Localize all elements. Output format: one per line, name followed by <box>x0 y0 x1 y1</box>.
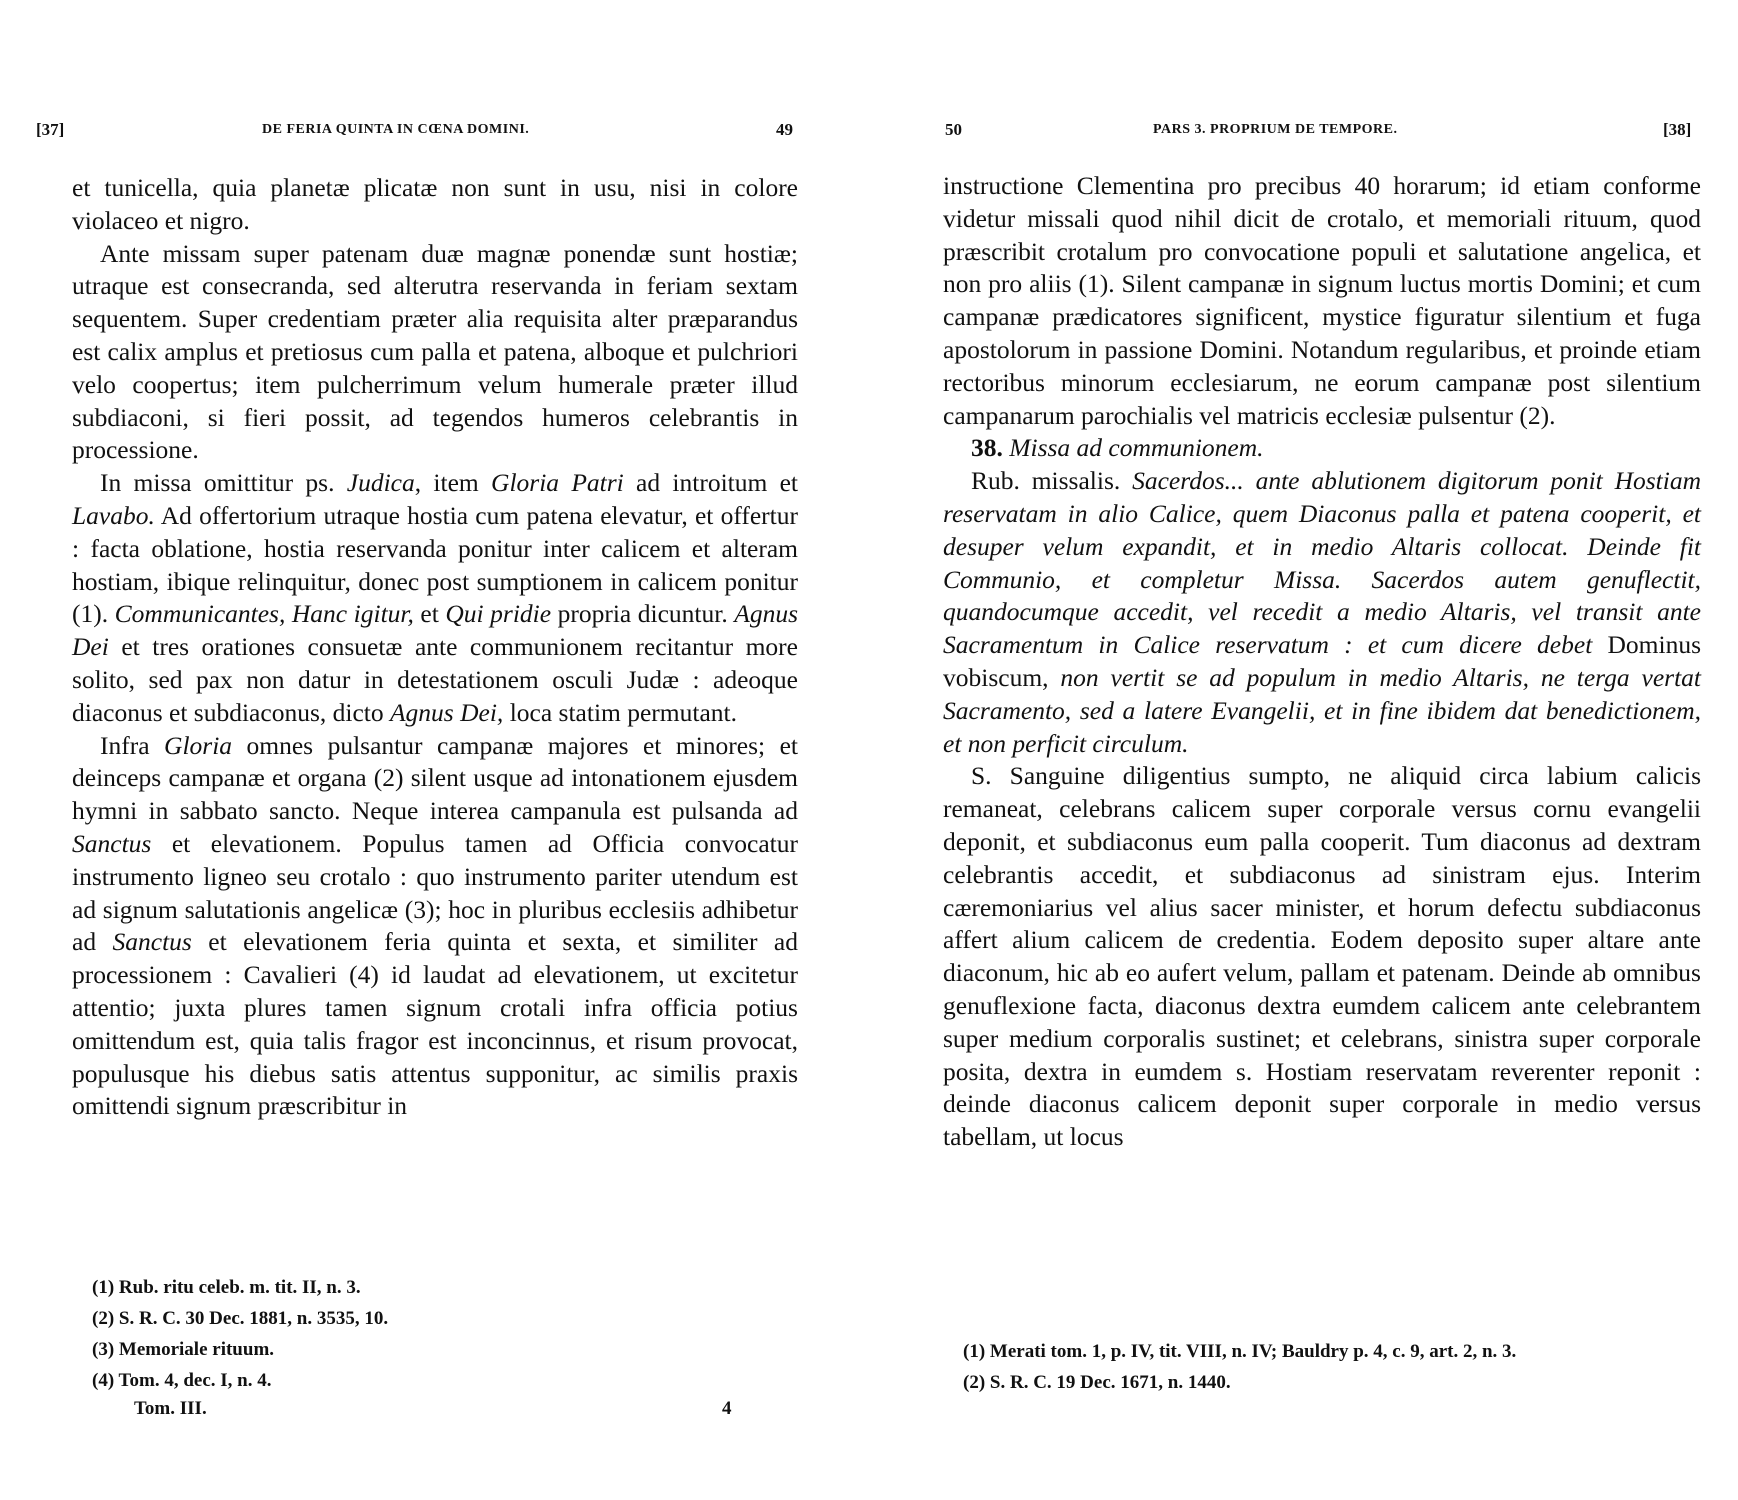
paragraph <box>72 238 798 468</box>
bracket-page-number: [37] <box>36 120 65 139</box>
text-run: Dominus vobiscum, <box>943 630 1701 692</box>
page-number: 50 <box>945 120 962 139</box>
running-title: PARS 3. PROPRIUM DE TEMPORE. <box>1153 122 1398 137</box>
text-run: loca statim permutant. <box>503 697 737 727</box>
italic-text: Missa ad communionem. <box>1009 433 1264 463</box>
italic-text: Lavabo. <box>72 500 155 530</box>
text-run: propria dicuntur. <box>551 599 735 629</box>
text-run: Ad offertorium utraque hostia cum patena elevatur, et offertur : facta oblatione, hostia reservanda ponitur inter calicem et alteram hostiam, ibique relinquitur, donec post sumptionem in calicem ponitur (1). <box>72 500 798 629</box>
text-run: instructione Clementina pro precibus 40 horarum; id etiam conforme videtur missali quod nihil dicit de crotalo, et memoriali rituum, quod præscribit crotalum pro convocatione populi et salutatione angelica, et non pro aliis (1). Silent campanæ in signum luctus mortis Domini; et cum campanæ prædicatores significent, mystice figuratur silentium et fuga apostolorum in passione Domini. Notandum regularibus, et proinde etiam rectoribus minorum ecclesiarum, ne eorum campanæ post silentium campanarum parochialis vel matricis ecclesiæ pulsentur (2). <box>943 171 1701 430</box>
footnote: (2) S. R. C. 19 Dec. 1671, n. 1440. <box>963 1372 1231 1393</box>
text-run: et tunicella, quia planetæ plicatæ non sunt in usu, nisi in colore violaceo et nigro. <box>72 173 798 235</box>
paragraph <box>943 170 1701 432</box>
paragraph <box>943 465 1701 760</box>
text-run: S. Sanguine diligentius sumpto, ne aliquid circa labium calicis remaneat, celebrans calicem super corporale versus cornu evangelii deponit, et subdiaconus eum palla cooperit. Tum diaconus ad dextram celebrantis accedit, et subdiaconus ad sinistram ejus. Interim cæremoniarius vel alius sacer minister, et horum defectu subdiaconus affert alium calicem de credentia. Eodem deposito super altare ante diaconum, hic ab eo aufert velum, pallam et patenam. Deinde ab omnibus genuflexione facta, diaconus dextra eumdem calicem ante celebrantem super medium corporalis sustinet; et celebrans, sinistra super corporale posita, dextra in eumdem s. Hostiam reservatam reverenter reponit : deinde diaconus calicem deponit super corporale in medio versus tabellam, ut locus <box>943 761 1701 1152</box>
paragraph <box>943 432 1701 465</box>
text-run: Ante missam super patenam duæ magnæ ponendæ sunt hostiæ; utraque est consecranda, sed alterutra reservanda in feriam sextam sequentem. Super credentiam præter alia requisita alter præparandus est calix amplus et pretiosus cum palla et patena, alboque et pulchriori velo coopertus; item pulcherrimum velum humerale præter illud subdiaconi, si fieri possit, ad tegendos humeros celebrantis in processione. <box>72 238 798 465</box>
text-run: In missa omittitur ps. <box>100 468 347 498</box>
footnote: (3) Memoriale rituum. <box>92 1339 275 1360</box>
right-page <box>869 0 1738 1500</box>
text-run: Rub. missalis. <box>971 466 1133 496</box>
section-number: 38. <box>971 433 1003 463</box>
italic-text: Sacerdos... ante ablutionem digitorum ponit Hostiam reservatam in alio Calice, quem Diaconus palla et patena cooperit, et desuper velum expandit, et in medio Altaris collocat. Deinde fit Communio, et completur Missa. Sacerdos autem genuflectit, quandocumque accedit, vel recedit a medio Altaris, vel transit ante Sacramentum in Calice reservatum : et cum dicere debet <box>943 466 1701 660</box>
text-run: , item <box>414 468 492 498</box>
footnote: (2) S. R. C. 30 Dec. 1881, n. 3535, 10. <box>92 1308 389 1329</box>
text-run: et <box>413 599 446 629</box>
paragraph <box>943 760 1701 1154</box>
text-run: et elevationem. Populus tamen ad Officia convocatur instrumento ligneo seu crotalo : quo instrumento pariter utendum est ad signum salutationis angelicæ (3); hoc in pluribus ecclesiis adhibetur ad <box>72 828 798 957</box>
running-head <box>0 120 869 144</box>
paragraph <box>72 172 798 238</box>
signature-mark: 4 <box>722 1398 732 1419</box>
italic-text: Judica <box>346 468 415 498</box>
footnote: (4) Tom. 4, dec. I, n. 4. <box>92 1370 272 1391</box>
text-run: ad introitum et <box>623 468 799 498</box>
running-head <box>869 120 1738 144</box>
body-text <box>943 170 1701 1154</box>
text-run: et elevationem feria quinta et sexta, et similiter ad processionem : Cavalieri (4) id laudat ad elevationem, ut excitetur attentio; juxta plures tamen signum crotali infra officia potius omittendum est, quia talis fragor est inconcinnus, et risum provocat, populusque his diebus satis attentus supponitur, ac similis praxis omittendi signum præscribitur in <box>72 927 799 1121</box>
italic-text: Gloria <box>164 730 233 760</box>
page-number: 49 <box>776 120 793 139</box>
italic-text: Gloria Patri <box>491 468 624 498</box>
italic-text: Sanctus <box>72 828 152 858</box>
italic-text: Qui pridie <box>445 599 552 629</box>
text-run: omnes pulsantur campanæ majores et minores; et deinceps campanæ et organa (2) silent usque ad intonationem ejusdem hymni in sabbato sancto. Neque interea campanula est pulsanda ad <box>72 730 798 826</box>
footnotes <box>92 1272 388 1396</box>
footnotes <box>963 1336 1516 1398</box>
paragraph <box>72 467 798 729</box>
italic-text: Sanctus <box>112 927 192 957</box>
body-text <box>72 172 798 1123</box>
italic-text: Agnus Dei <box>72 599 799 662</box>
footnote: (1) Rub. ritu celeb. m. tit. II, n. 3. <box>92 1277 361 1298</box>
volume-signature: Tom. III. <box>134 1398 207 1419</box>
italic-text: Agnus Dei, <box>389 697 504 727</box>
text-run: et tres orationes consuetæ ante communionem recitantur more solito, sed pax non datur in detestationem osculi Judæ : adeoque diaconus et subdiaconus, dicto <box>72 632 798 727</box>
running-title: DE FERIA QUINTA IN CŒNA DOMINI. <box>262 122 530 137</box>
paragraph <box>72 730 798 1124</box>
italic-text: Communicantes, Hanc igitur, <box>114 599 414 629</box>
footnote: (1) Merati tom. 1, p. IV, tit. VIII, n. IV; Bauldry p. 4, c. 9, art. 2, n. 3. <box>963 1341 1517 1362</box>
italic-text: non vertit se ad populum in medio Altaris, ne terga vertat Sacramento, sed a latere Evangelii, et in fine ibidem dat benedictionem, et non perficit circulum. <box>943 662 1701 758</box>
bracket-page-number: [38] <box>1663 120 1692 139</box>
text-run: Infra <box>100 730 165 760</box>
